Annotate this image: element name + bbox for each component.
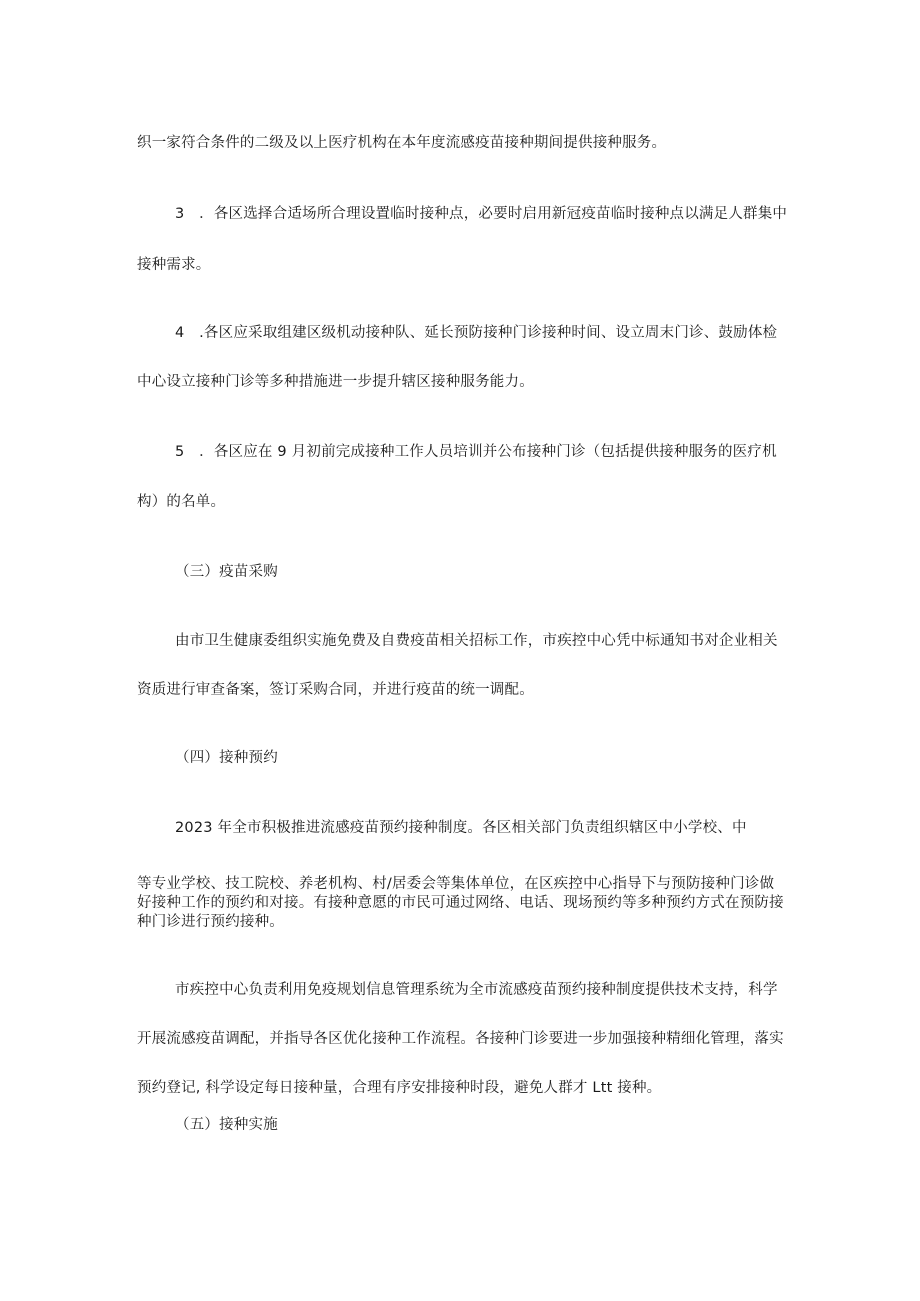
paragraph-line: 预约登记, 科学设定每日接种量，合理有序安排接种时段，避免人群才 Ltt 接种。 xyxy=(137,1080,662,1096)
list-item-5-line-1: 5 ．各区应在 9 月初前完成接种工作人员培训并公布接种门诊（包括提供接种服务的医疗机 xyxy=(175,444,777,460)
list-item-3-line-2: 接种需求。 xyxy=(137,257,211,273)
paragraph-line: 开展流感疫苗调配，并指导各区优化接种工作流程。各接种门诊要进一步加强接种精细化管理，落实 xyxy=(137,1031,784,1047)
paragraph-line: 种门诊进行预约接种。 xyxy=(137,914,284,930)
list-item-3-line-1: 3 ．各区选择合适场所合理设置临时接种点，必要时启用新冠疫苗临时接种点以满足人群集中 xyxy=(175,206,788,222)
paragraph-line: 由市卫生健康委组织实施免费及自费疫苗相关招标工作，市疾控中心凭中标通知书对企业相关 xyxy=(175,633,778,649)
list-item-5-line-2: 构）的名单。 xyxy=(137,494,226,510)
section-heading-vaccine-procurement: （三）疫苗采购 xyxy=(175,564,278,580)
paragraph-line: 市疾控中心负责利用免疫规划信息管理系统为全市流感疫苗预约接种制度提供技术支持，科学 xyxy=(175,982,778,998)
section-heading-vaccination: （五）接种实施 xyxy=(175,1117,278,1133)
paragraph-line: 等专业学校、技工院校、养老机构、村/居委会等集体单位，在区疾控中心指导下与预防接种门诊做 xyxy=(137,876,775,892)
list-item-4-line-1: 4 .各区应采取组建区级机动接种队、延长预防接种门诊接种时间、设立周末门诊、鼓励体检 xyxy=(175,325,778,341)
paragraph-line: 织一家符合条件的二级及以上医疗机构在本年度流感疫苗接种期间提供接种服务。 xyxy=(137,135,667,151)
paragraph-line: 2023 年全市积极推进流感疫苗预约接种制度。各区相关部门负责组织辖区中小学校、中 xyxy=(175,820,747,836)
list-item-4-line-2: 中心设立接种门诊等多种措施进一步提升辖区接种服务能力。 xyxy=(137,374,534,390)
section-heading-appointment: （四）接种预约 xyxy=(175,750,278,766)
paragraph-line: 好接种工作的预约和对接。有接种意愿的市民可通过网络、电话、现场预约等多种预约方式在预防接 xyxy=(137,895,784,911)
paragraph-line: 资质进行审查备案，签订采购合同，并进行疫苗的统一调配。 xyxy=(137,682,534,698)
